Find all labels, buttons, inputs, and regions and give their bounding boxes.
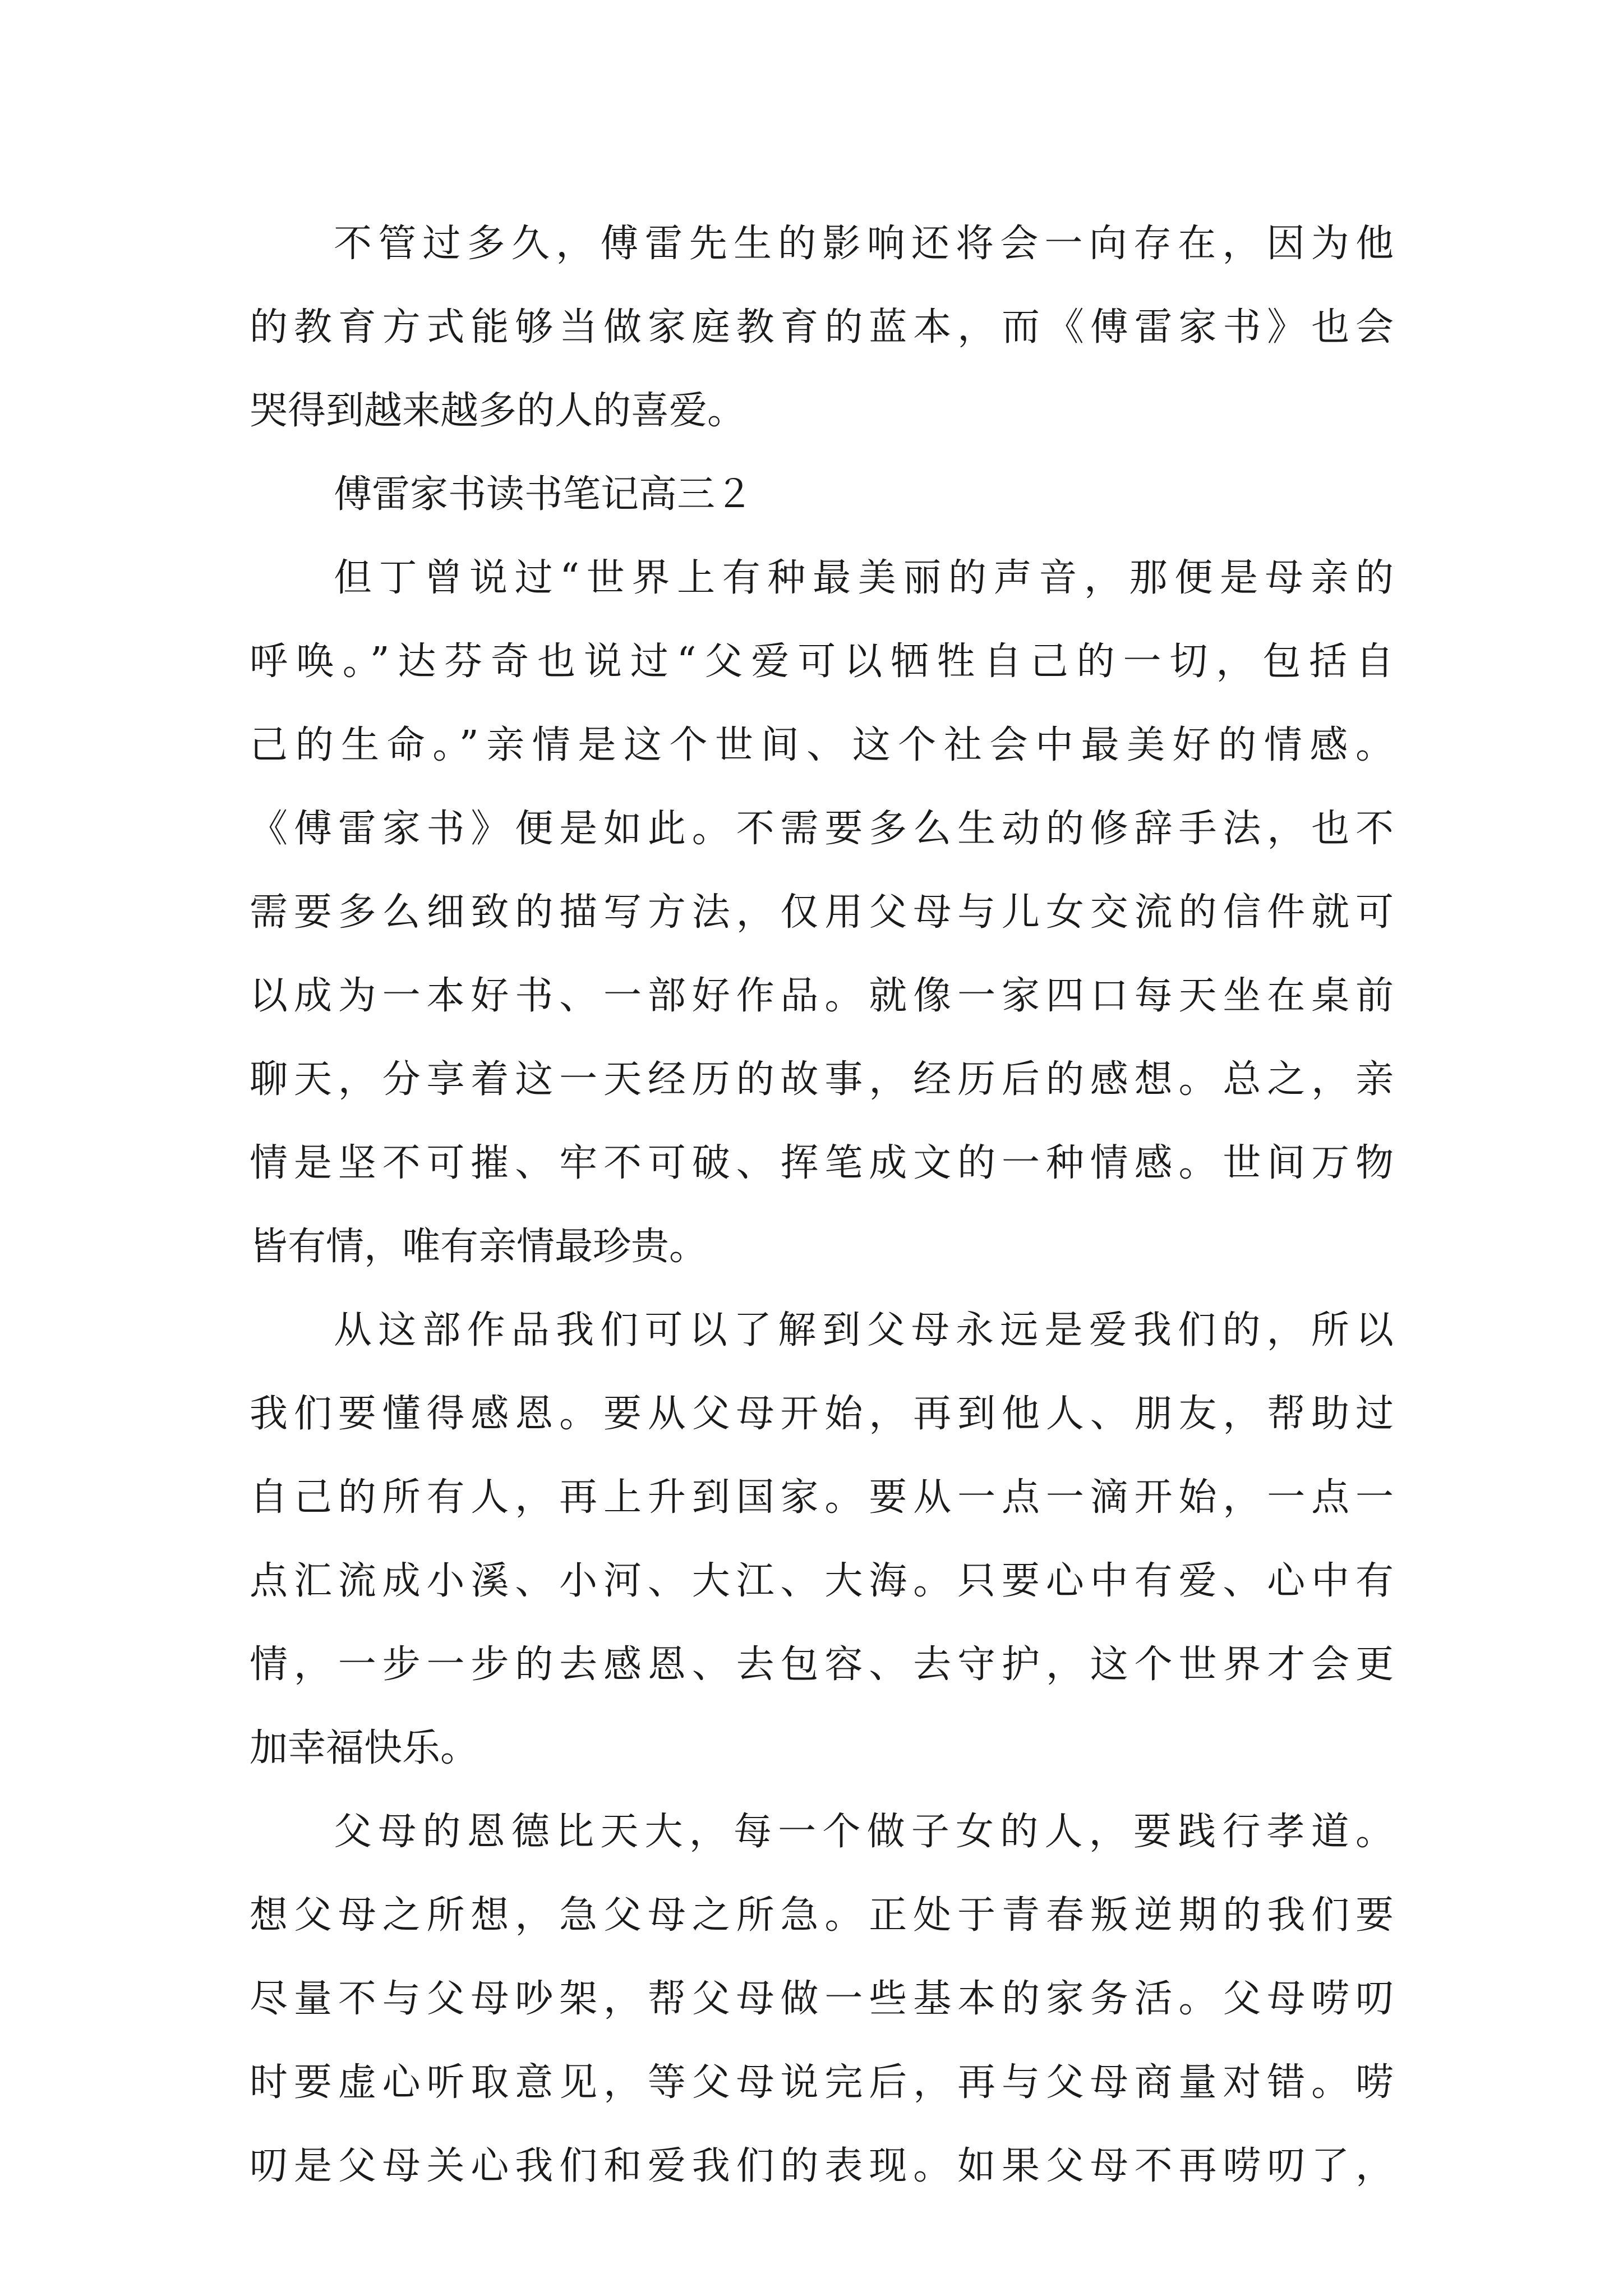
text-line: 哭得到越来越多的人的喜爱。: [250, 389, 746, 433]
paragraph-4: [250, 1790, 1394, 2208]
text-line: 需要多么细致的描写方法，仅用父母与儿女交流的信件就可: [250, 890, 1394, 935]
text-line: 叨是父母关心我们和爱我们的表现。如果父母不再唠叨了，: [250, 2144, 1394, 2188]
document-body: [250, 202, 1394, 2208]
section-heading-text: 傅雷家书读书笔记高三２: [334, 472, 754, 517]
text-line: 呼唤。”达芬奇也说过“父爱可以牺牲自己的一切，包括自: [250, 639, 1394, 684]
text-line: 自己的所有人，再上升到国家。要从一点一滴开始，一点一: [250, 1475, 1394, 1520]
text-line: 但丁曾说过“世界上有种最美丽的声音，那便是母亲的: [334, 556, 1394, 600]
text-line: 《傅雷家书》便是如此。不需要多么生动的修辞手法，也不: [250, 807, 1394, 851]
paragraph-3: [250, 1289, 1394, 1790]
text-line: 尽量不与父母吵架，帮父母做一些基本的家务活。父母唠叨: [250, 1977, 1394, 2021]
text-line: 想父母之所想，急父母之所急。正处于青春叛逆期的我们要: [250, 1893, 1394, 1938]
text-line: 的教育方式能够当做家庭教育的蓝本，而《傅雷家书》也会: [250, 305, 1394, 349]
text-line: 以成为一本好书、一部好作品。就像一家四口每天坐在桌前: [250, 974, 1394, 1018]
text-line: 不管过多久，傅雷先生的影响还将会一向存在，因为他: [334, 222, 1394, 266]
paragraph-1: [250, 202, 1394, 453]
text-line: 从这部作品我们可以了解到父母永远是爱我们的，所以: [334, 1308, 1394, 1352]
paragraph-2: [250, 536, 1394, 1289]
text-line: 情是坚不可摧、牢不可破、挥笔成文的一种情感。世间万物: [250, 1141, 1394, 1185]
text-line: 我们要懂得感恩。要从父母开始，再到他人、朋友，帮助过: [250, 1392, 1394, 1436]
text-line: 情，一步一步的去感恩、去包容、去守护，这个世界才会更: [250, 1642, 1394, 1687]
text-line: 己的生命。”亲情是这个世间、这个社会中最美好的情感。: [250, 723, 1394, 767]
text-line: 时要虚心听取意见，等父母说完后，再与父母商量对错。唠: [250, 2060, 1394, 2105]
section-heading: [250, 453, 1394, 536]
text-line: 聊天，分享着这一天经历的故事，经历后的感想。总之，亲: [250, 1057, 1394, 1102]
text-line: 加幸福快乐。: [250, 1726, 479, 1770]
text-line: 皆有情，唯有亲情最珍贵。: [250, 1225, 708, 1269]
text-line: 父母的恩德比天大，每一个做子女的人，要践行孝道。: [334, 1810, 1394, 1854]
text-line: 点汇流成小溪、小河、大江、大海。只要心中有爱、心中有: [250, 1559, 1394, 1603]
